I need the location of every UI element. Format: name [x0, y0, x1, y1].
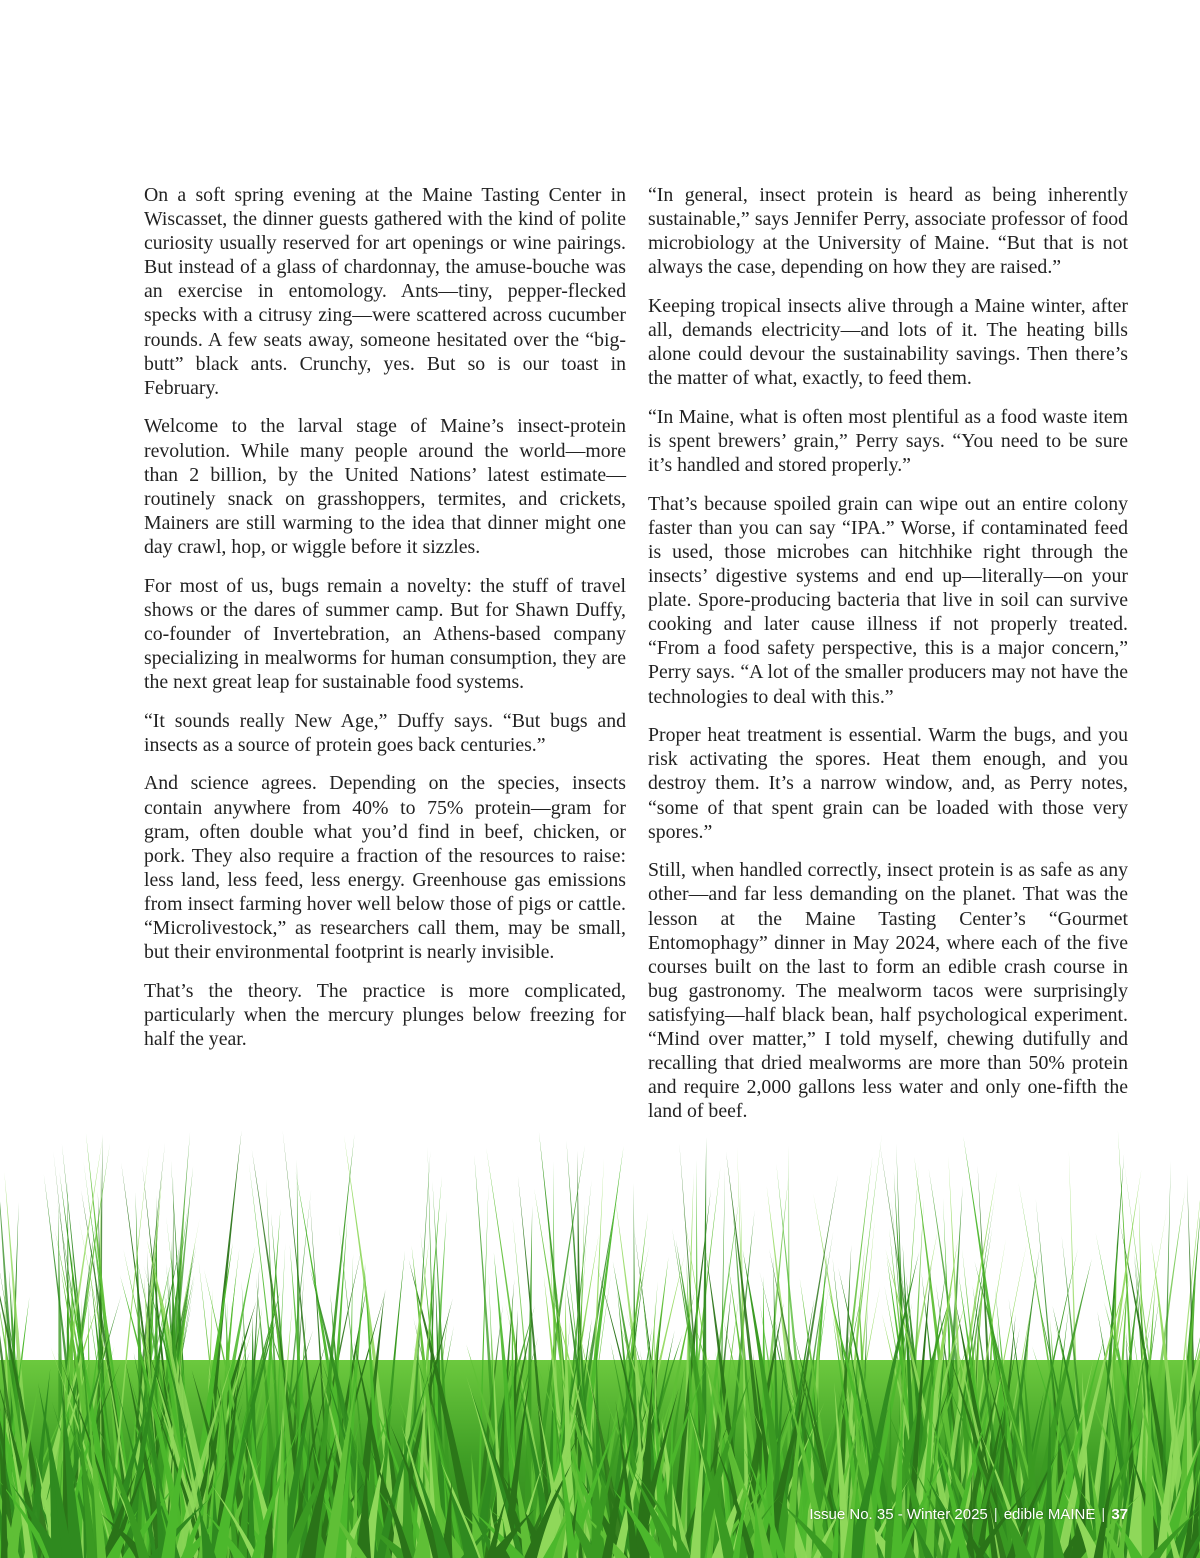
paragraph: Keeping tropical insects alive through a Maine winter, after all, demands electricity—and lots of it. The heating bills alone could devour the sustainability savings. Then there’s the matter of what, exactly, to feed them.	[648, 294, 1128, 390]
issue-label: Issue No. 35 - Winter 2025	[809, 1506, 988, 1523]
paragraph: For most of us, bugs remain a novelty: the stuff of travel shows or the dares of summer camp. But for Shawn Duffy, co-founder of Invertebration, an Athens-based company specializing in mealworms for human consumption, they are the next great leap for sustainable food systems.	[144, 574, 626, 693]
page-number: 37	[1111, 1506, 1128, 1523]
grass-illustration	[0, 1120, 1200, 1558]
footer-separator: |	[1101, 1506, 1106, 1523]
paragraph: “In general, insect protein is heard as being inherently sustainable,” says Jennifer Perry, associate professor of food microbiology at the University of Maine. “But that is not always the case, depending on how they are raised.”	[648, 184, 1128, 279]
paragraph: Proper heat treatment is essential. Warm the bugs, and you risk activating the spores. Heat them enough, and you destroy them. It’s a narrow window, and, as Perry notes, “some of that spent grain can be loaded with those very spores.”	[648, 724, 1128, 843]
footer-separator: |	[993, 1506, 998, 1523]
article-column-right	[648, 183, 1128, 1138]
paragraph: “It sounds really New Age,” Duffy says. “But bugs and insects as a source of protein goes back centuries.”	[144, 709, 626, 756]
paragraph: And science agrees. Depending on the species, insects contain anywhere from 40% to 75% protein—gram for gram, often double what you’d find in beef, chicken, or pork. They also require a fraction of the resources to raise: less land, less feed, less energy. Greenhouse gas emissions from insect farming hover well below those of pigs or cattle. “Microlivestock,” as researchers call them, may be small, but their environmental footprint is nearly invisible.	[144, 772, 626, 964]
paragraph: On a soft spring evening at the Maine Tasting Center in Wiscasset, the dinner guests gathered with the kind of polite curiosity usually reserved for art openings or wine pairings. But instead of a glass of chardonnay, the amuse-bouche was an exercise in entomology. Ants—tiny, pepper-flecked specks with a citrusy zing—were scattered across cucumber rounds. A few seats away, someone hesitated over the “big-butt” black ants. Crunchy, yes. But so is our toast in February.	[144, 184, 626, 399]
paragraph: Still, when handled correctly, insect protein is as safe as any other—and far less demanding on the planet. That was the lesson at the Maine Tasting Center’s “Gourmet Entomophagy” dinner in May 2024, where each of the five courses built on the last to form an edible crash course in bug gastronomy. The mealworm tacos were surprisingly satisfying—half black bean, half psychological experiment. “Mind over matter,” I told myself, chewing dutifully and recalling that dried mealworms are more than 50% protein and require 2,000 gallons less water and only one-fifth the land of beef.	[648, 859, 1128, 1123]
paragraph: Welcome to the larval stage of Maine’s insect-protein revolution. While many people around the world—more than 2 billion, by the United Nations’ latest estimate—routinely snack on grasshoppers, termites, and crickets, Mainers are still warming to the idea that dinner might one day crawl, hop, or wiggle before it sizzles.	[144, 415, 626, 558]
paragraph: “In Maine, what is often most plentiful as a food waste item is spent brewers’ grain,” Perry says. “You need to be sure it’s handled and stored properly.”	[648, 405, 1128, 477]
paragraph: That’s because spoiled grain can wipe out an entire colony faster than you can say “IPA.” Worse, if contaminated feed is used, those microbes can hitchhike right through the insects’ digestive systems and end up—literally—on your plate. Spore-producing bacteria that live in soil can survive cooking and later cause illness if not properly treated. “From a food safety perspective, this is a major concern,” Perry says. “A lot of the smaller producers may not have the technologies to deal with this.”	[648, 492, 1128, 708]
article-column-left	[144, 183, 626, 1066]
publication-name: edible MAINE	[1003, 1506, 1096, 1523]
page-footer	[809, 1506, 1128, 1523]
paragraph: That’s the theory. The practice is more complicated, particularly when the mercury plunges below freezing for half the year.	[144, 979, 626, 1050]
